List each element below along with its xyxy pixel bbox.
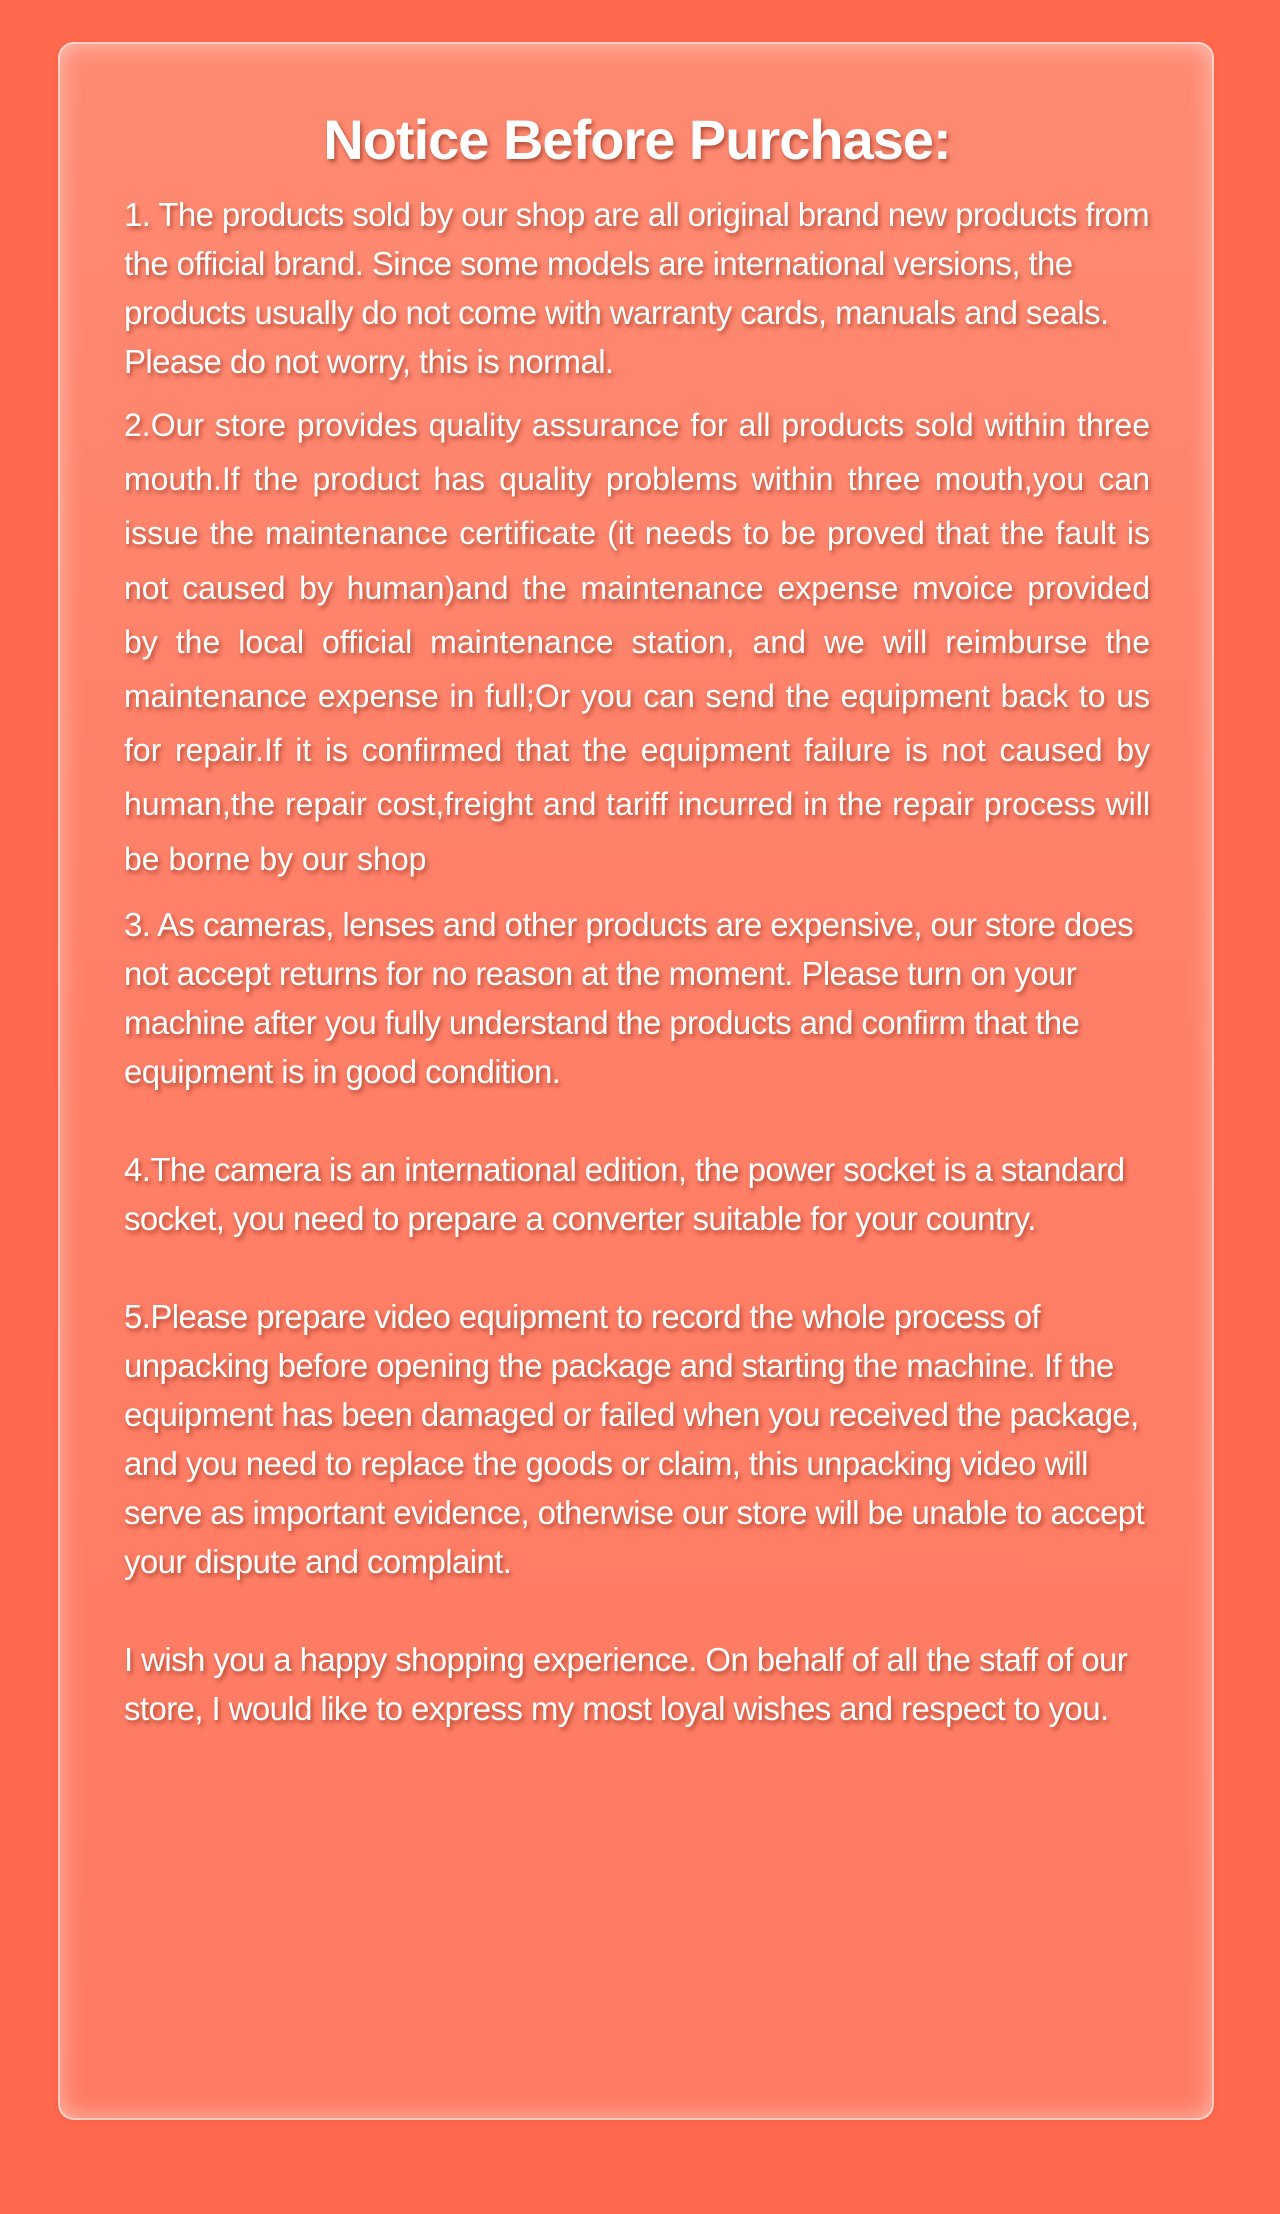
- notice-card: [58, 42, 1214, 2120]
- notice-item-2: 2.Our store provides quality assurance for all products sold within three mouth.If the product has quality problems within three mouth,you can issue the maintenance certificate (it needs to be proved that the fault is not caused by human)and the maintenance expense mvoice provided by the local official maintenance station, and we will reimburse the maintenance expense in full;Or you can send the equipment back to us for repair.If it is confirmed that the equipment failure is not caused by human,the repair cost,freight and tariff incurred in the repair process will be borne by our shop: [124, 407, 1150, 877]
- notice-title: Notice Before Purchase:: [323, 108, 951, 171]
- notice-item-3: 3. As cameras, lenses and other products are expensive, our store does not accept returns for no reason at the moment. Please turn on your machine after you fully understand the products and confirm that the equipment is in good condition.: [124, 905, 1134, 1090]
- notice-item-5: 5.Please prepare video equipment to record the whole process of unpacking before opening the package and starting the machine. If the equipment has been damaged or failed when you received the package, and you need to replace the goods or claim, this unpacking video will serve as important evidence, otherwise our store will be unable to accept your dispute and complaint.: [124, 1297, 1145, 1580]
- notice-item-4: 4.The camera is an international edition, the power socket is a standard socket, you need to prepare a converter suitable for your country.: [124, 1150, 1125, 1237]
- notice-item-1: 1. The products sold by our shop are all original brand new products from the official brand. Since some models are international versions, the products usually do not come with warranty cards, manuals and seals. Please do not worry, this is normal.: [124, 196, 1150, 380]
- closing-message: I wish you a happy shopping experience. On behalf of all the staff of our store, I would like to express my most loyal wishes and respect to you.: [124, 1640, 1128, 1727]
